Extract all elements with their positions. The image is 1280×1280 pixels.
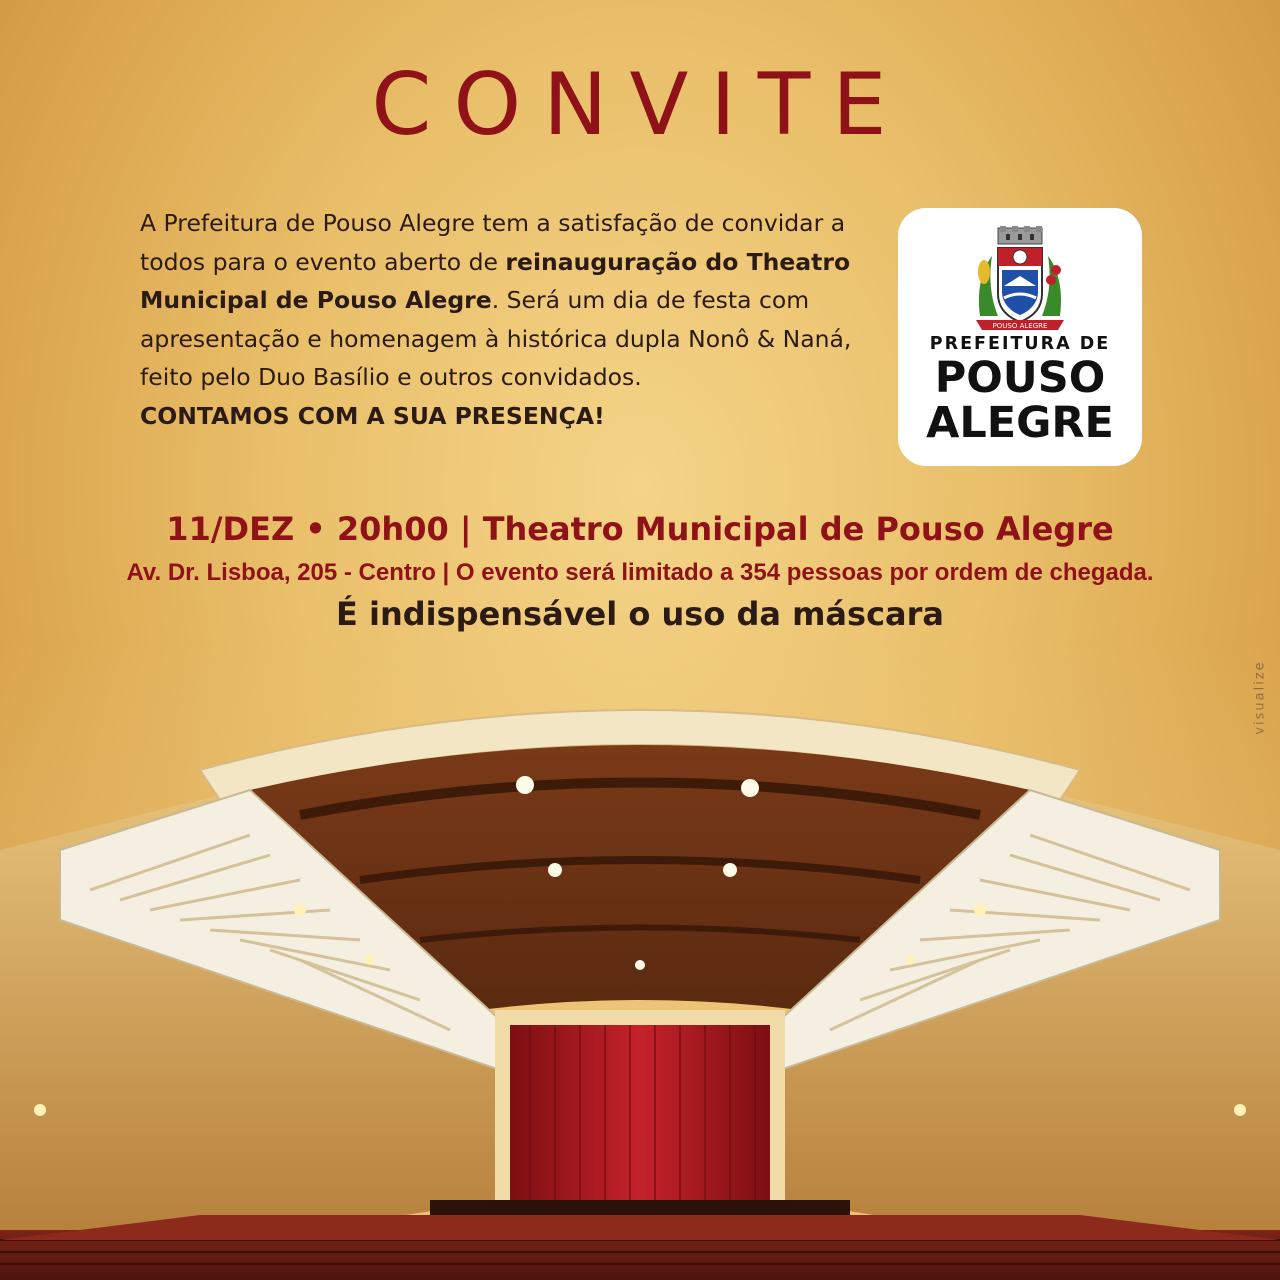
invitation-intro: A Prefeitura de Pouso Alegre tem a satisfação de convidar a todos para o evento aberto de [140,209,846,276]
logo-line-pouso: POUSO [934,353,1106,403]
coat-of-arms-icon [958,226,1082,338]
logo-line-prefeitura: PREFEITURA DE [929,334,1111,354]
invitation-event-name: reinauguração do Theatro Municipal de Pouso Alegre [140,247,851,314]
event-address-capacity: Av. Dr. Lisboa, 205 - Centro | O evento será limitado a 354 pessoas por ordem de chegada. [126,559,1154,586]
event-date-venue: 11/DEZ • 20h00 | Theatro Municipal de Pouso Alegre [166,510,1114,548]
poster-title: CONVITE [371,55,909,155]
mask-notice: É indispensável o uso da máscara [335,595,944,633]
invitation-details: . Será um dia de festa com apresentação e homenagem à histórica dupla Nonô & Naná, feito pelo Duo Basílio e outros convidados. [140,286,852,391]
logo-line-alegre: ALEGRE [926,398,1114,448]
crest-ribbon-text: POUSO ALEGRE [992,322,1048,330]
theatre-interior-illustration [0,640,1280,1280]
invitation-text [140,204,870,435]
prefeitura-logo [898,208,1142,466]
invitation-cta: CONTAMOS COM A SUA PRESENÇA! [140,401,605,430]
